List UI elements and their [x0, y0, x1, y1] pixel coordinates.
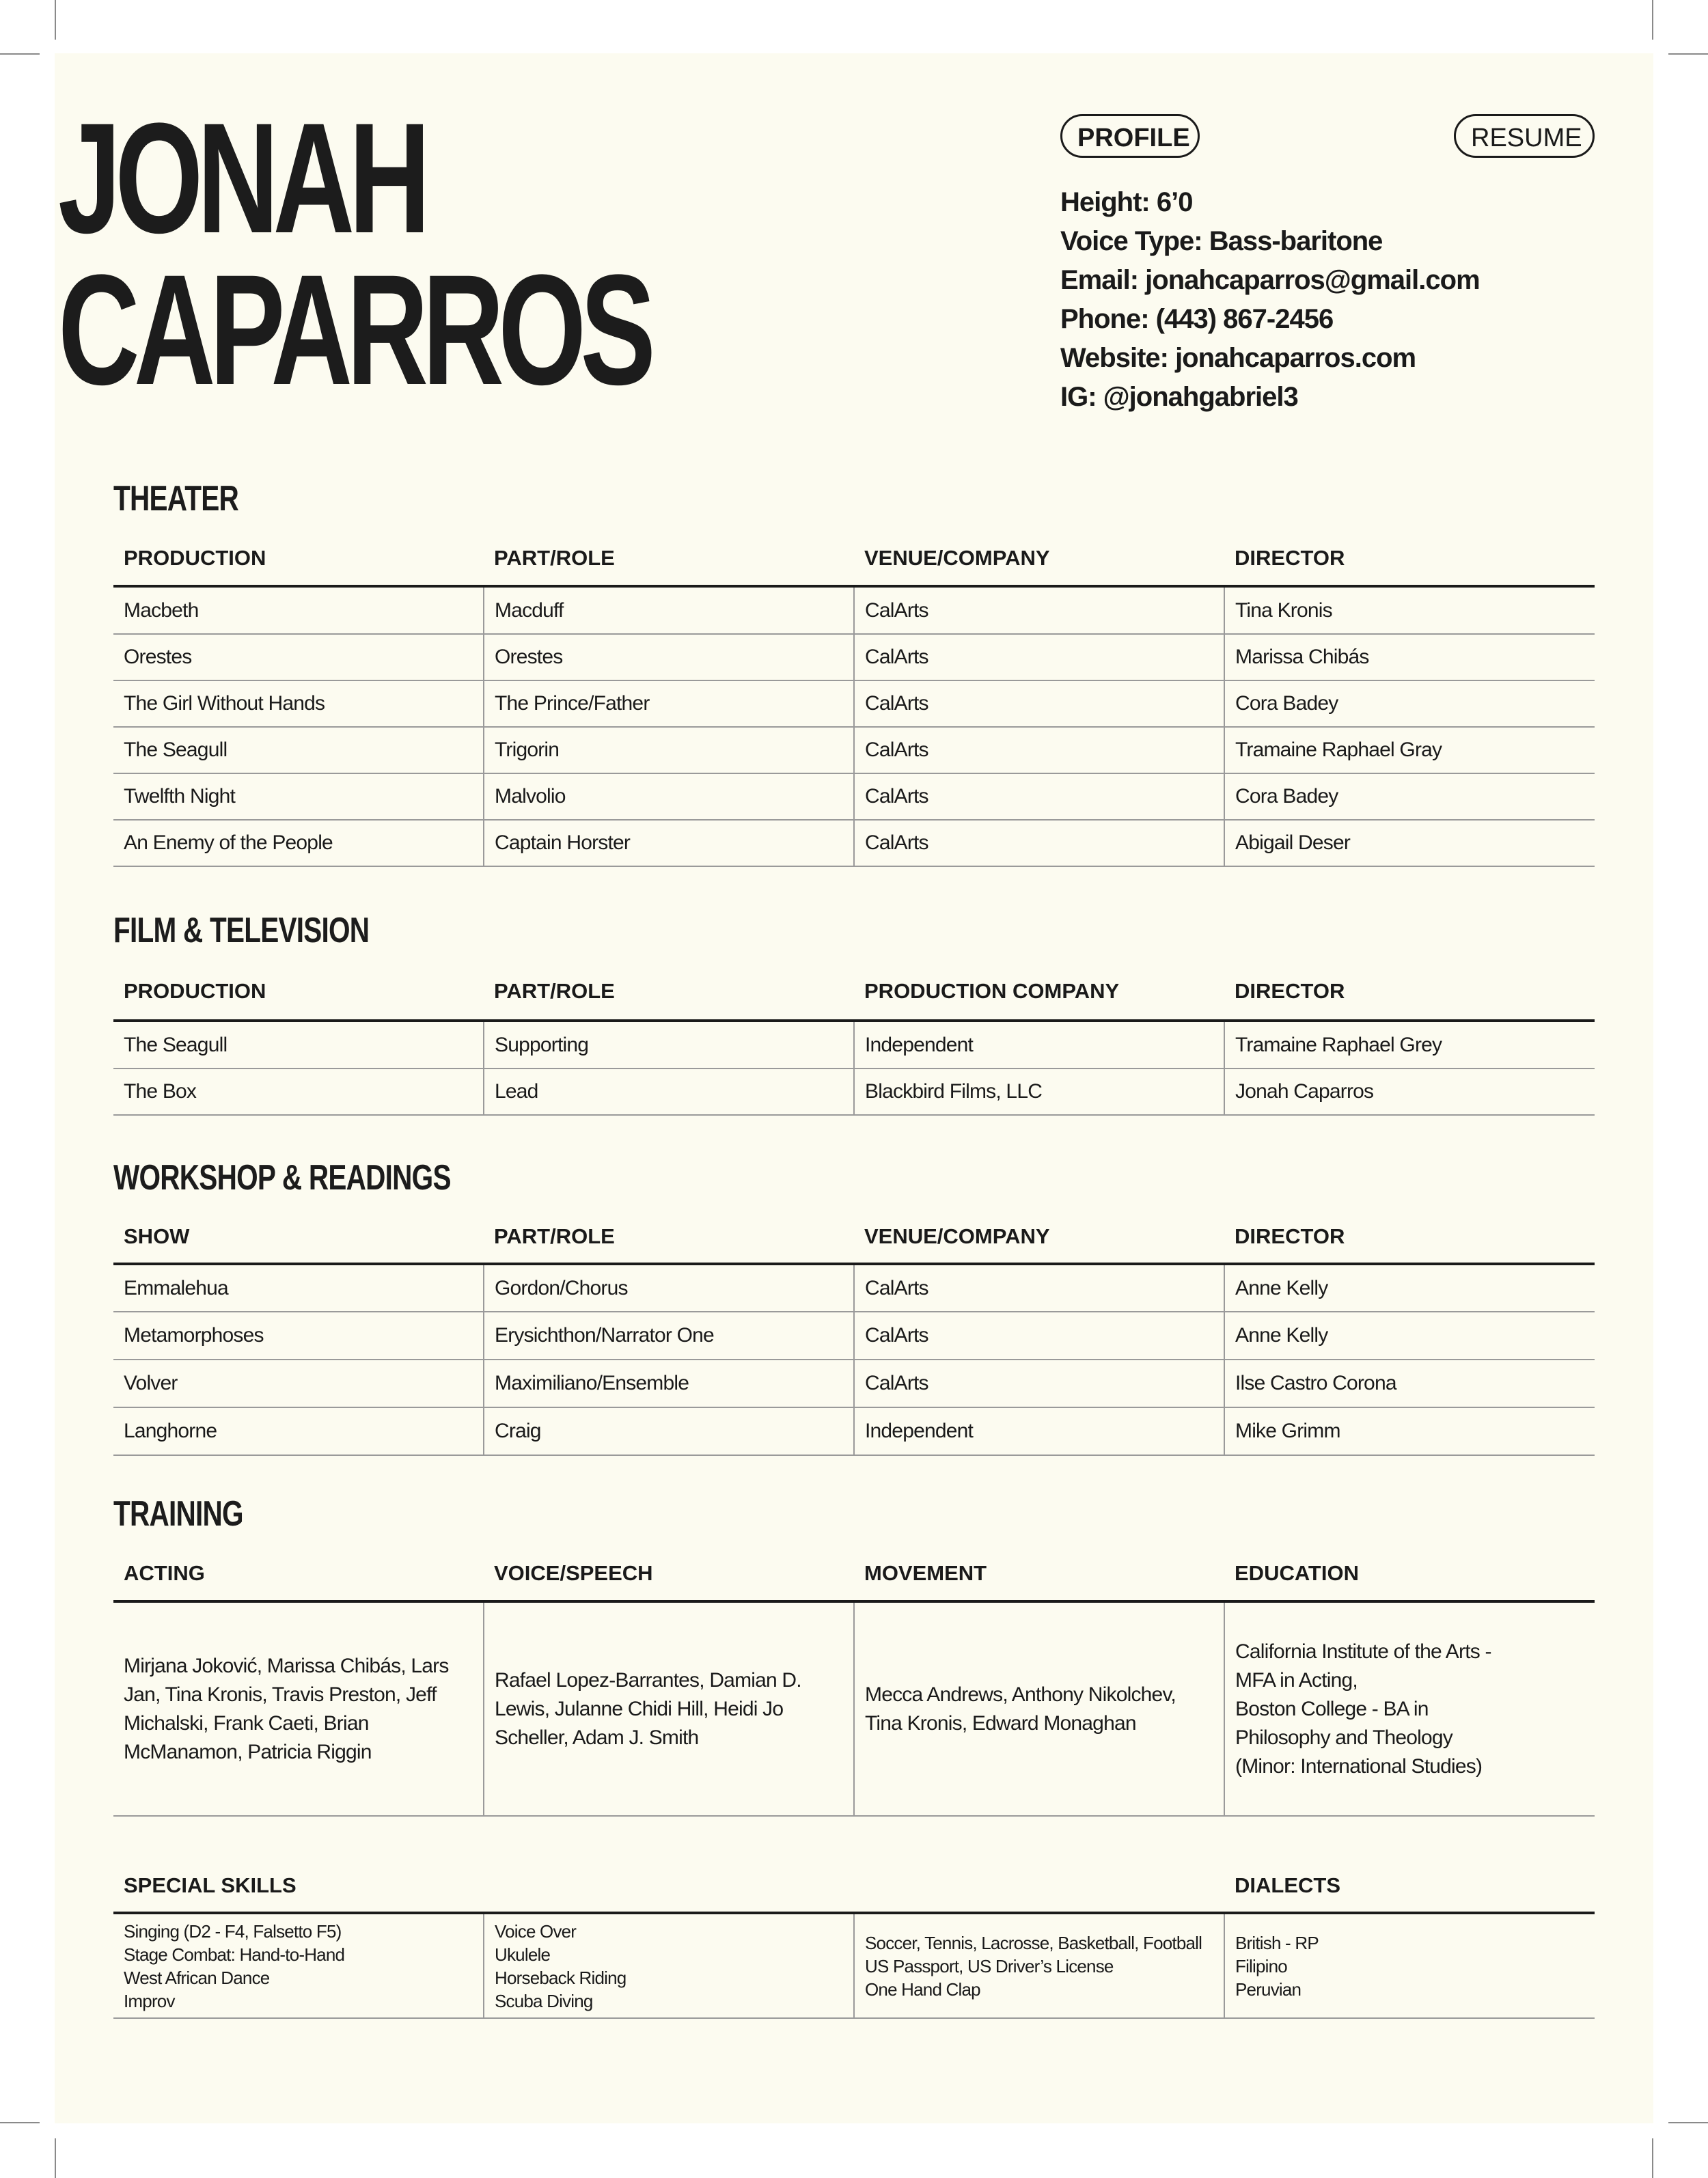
- director-cell: Mike Grimm: [1224, 1407, 1595, 1455]
- training-table: [113, 1547, 1595, 1817]
- skill-item: Scuba Diving: [495, 1990, 593, 2011]
- film-table: [113, 963, 1595, 1116]
- column-header: MOVEMENT: [854, 1547, 1224, 1601]
- training-title: TRAINING: [113, 1494, 243, 1534]
- special-skills-header: SPECIAL SKILLS: [113, 1860, 484, 1913]
- skill-item: Singing (D2 - F4, Falsetto F5): [124, 1920, 342, 1942]
- production-cell: The Seagull: [113, 727, 484, 773]
- table-row: [113, 1360, 1595, 1407]
- table-row: [113, 1913, 1595, 2018]
- show-cell: Langhorne: [113, 1407, 484, 1455]
- skill-item: One Hand Clap: [865, 1979, 980, 2000]
- skills-column: [854, 1913, 1224, 2018]
- role-cell: Trigorin: [484, 727, 854, 773]
- table-row: [113, 634, 1595, 680]
- venue-cell: CalArts: [854, 586, 1224, 634]
- education-line: California Institute of the Arts -: [1235, 1640, 1491, 1663]
- movement-teachers: Mecca Andrews, Anthony Nikolchev, Tina Kronis, Edward Monaghan: [854, 1601, 1224, 1816]
- skills-table: [113, 1860, 1595, 2019]
- dialect-item: Filipino: [1235, 1955, 1287, 1976]
- voice-type-info: Voice Type: Bass-baritone: [1060, 226, 1383, 256]
- production-cell: The Girl Without Hands: [113, 680, 484, 727]
- crop-mark: [55, 2138, 56, 2178]
- dialects-header: DIALECTS: [1224, 1860, 1595, 1913]
- column-header: PRODUCTION: [113, 963, 484, 1021]
- production-cell: An Enemy of the People: [113, 820, 484, 866]
- director-cell: Ilse Castro Corona: [1224, 1360, 1595, 1407]
- crop-mark: [55, 0, 56, 40]
- director-cell: Jonah Caparros: [1224, 1069, 1595, 1115]
- venue-cell: CalArts: [854, 727, 1224, 773]
- venue-cell: CalArts: [854, 1312, 1224, 1360]
- director-cell: Cora Badey: [1224, 680, 1595, 727]
- table-row: [113, 586, 1595, 634]
- column-header: EDUCATION: [1224, 1547, 1595, 1601]
- production-cell: Twelfth Night: [113, 773, 484, 820]
- director-cell: Tina Kronis: [1224, 586, 1595, 634]
- venue-cell: CalArts: [854, 820, 1224, 866]
- role-cell: Supporting: [484, 1021, 854, 1069]
- skill-item: US Passport, US Driver’s License: [865, 1955, 1114, 1976]
- column-header: PART/ROLE: [484, 963, 854, 1021]
- voice-teachers: Rafael Lopez-Barrantes, Damian D. Lewis, Julanne Chidi Hill, Heidi Jo Scheller, Adam J. Smith: [484, 1601, 854, 1816]
- company-cell: Blackbird Films, LLC: [854, 1069, 1224, 1115]
- education-line: Philosophy and Theology: [1235, 1726, 1452, 1749]
- director-cell: Anne Kelly: [1224, 1312, 1595, 1360]
- resume-button[interactable]: RESUME: [1454, 114, 1595, 158]
- director-cell: Tramaine Raphael Gray: [1224, 727, 1595, 773]
- crop-mark: [1668, 53, 1708, 55]
- education-line: (Minor: International Studies): [1235, 1754, 1483, 1778]
- height-info: Height: 6’0: [1060, 187, 1193, 217]
- column-header: DIRECTOR: [1224, 963, 1595, 1021]
- table-row: [113, 820, 1595, 866]
- role-cell: Maximiliano/Ensemble: [484, 1360, 854, 1407]
- table-row: [113, 727, 1595, 773]
- director-cell: Marissa Chibás: [1224, 634, 1595, 680]
- venue-cell: CalArts: [854, 634, 1224, 680]
- phone-info[interactable]: Phone: (443) 867-2456: [1060, 304, 1334, 334]
- workshop-title: WORKSHOP & READINGS: [113, 1158, 451, 1198]
- show-cell: Volver: [113, 1360, 484, 1407]
- skills-column: [113, 1913, 484, 2018]
- column-header: [854, 1860, 1224, 1913]
- column-header: PRODUCTION: [113, 532, 484, 586]
- actor-name: [58, 90, 650, 417]
- director-cell: Anne Kelly: [1224, 1264, 1595, 1312]
- venue-cell: CalArts: [854, 1360, 1224, 1407]
- table-row: [113, 1601, 1595, 1816]
- table-row: [113, 680, 1595, 727]
- theater-title: THEATER: [113, 479, 239, 519]
- crop-mark: [1668, 2122, 1708, 2123]
- director-cell: Tramaine Raphael Grey: [1224, 1021, 1595, 1069]
- director-cell: Cora Badey: [1224, 773, 1595, 820]
- role-cell: Malvolio: [484, 773, 854, 820]
- skill-item: Soccer, Tennis, Lacrosse, Basketball, Football: [865, 1932, 1202, 1953]
- contact-info: [1060, 183, 1480, 417]
- education-line: Boston College - BA in: [1235, 1697, 1429, 1720]
- skill-item: Voice Over: [495, 1920, 577, 1942]
- skill-item: Ukulele: [495, 1944, 551, 1965]
- table-row: [113, 773, 1595, 820]
- theater-table: [113, 532, 1595, 867]
- crop-mark: [1652, 0, 1653, 40]
- skill-item: Horseback Riding: [495, 1967, 626, 1988]
- show-cell: Metamorphoses: [113, 1312, 484, 1360]
- table-row: [113, 1021, 1595, 1069]
- crop-mark: [0, 53, 40, 55]
- skill-item: Improv: [124, 1990, 175, 2011]
- column-header: PRODUCTION COMPANY: [854, 963, 1224, 1021]
- column-header: VOICE/SPEECH: [484, 1547, 854, 1601]
- workshop-table: [113, 1211, 1595, 1456]
- role-cell: Craig: [484, 1407, 854, 1455]
- last-name: CAPARROS: [58, 242, 650, 417]
- education-line: MFA in Acting,: [1235, 1668, 1358, 1692]
- education-cell: [1224, 1601, 1595, 1816]
- profile-button[interactable]: PROFILE: [1060, 114, 1200, 158]
- table-row: [113, 1069, 1595, 1115]
- column-header: DIRECTOR: [1224, 1211, 1595, 1264]
- role-cell: Orestes: [484, 634, 854, 680]
- venue-cell: CalArts: [854, 1264, 1224, 1312]
- skills-column: [484, 1913, 854, 2018]
- role-cell: Macduff: [484, 586, 854, 634]
- column-header: ACTING: [113, 1547, 484, 1601]
- role-cell: Lead: [484, 1069, 854, 1115]
- venue-cell: CalArts: [854, 680, 1224, 727]
- production-cell: The Seagull: [113, 1021, 484, 1069]
- dialect-item: Peruvian: [1235, 1979, 1301, 2000]
- email-info[interactable]: Email: jonahcaparros@gmail.com: [1060, 265, 1480, 295]
- column-header: DIRECTOR: [1224, 532, 1595, 586]
- dialect-item: British - RP: [1235, 1932, 1319, 1953]
- venue-cell: Independent: [854, 1407, 1224, 1455]
- director-cell: Abigail Deser: [1224, 820, 1595, 866]
- role-cell: Captain Horster: [484, 820, 854, 866]
- role-cell: Erysichthon/Narrator One: [484, 1312, 854, 1360]
- production-cell: Orestes: [113, 634, 484, 680]
- first-name: JONAH: [58, 90, 425, 266]
- acting-teachers: Mirjana Joković, Marissa Chibás, Lars Jan, Tina Kronis, Travis Preston, Jeff Michalski, Frank Caeti, Brian McManamon, Patricia Riggin: [113, 1601, 484, 1816]
- dialects-column: [1224, 1913, 1595, 2018]
- skill-item: Stage Combat: Hand-to-Hand: [124, 1944, 345, 1965]
- column-header: SHOW: [113, 1211, 484, 1264]
- crop-mark: [0, 2122, 40, 2123]
- production-cell: Macbeth: [113, 586, 484, 634]
- column-header: [484, 1860, 854, 1913]
- company-cell: Independent: [854, 1021, 1224, 1069]
- show-cell: Emmalehua: [113, 1264, 484, 1312]
- instagram-info[interactable]: IG: @jonahgabriel3: [1060, 382, 1298, 412]
- role-cell: Gordon/Chorus: [484, 1264, 854, 1312]
- column-header: VENUE/COMPANY: [854, 532, 1224, 586]
- table-row: [113, 1264, 1595, 1312]
- table-row: [113, 1312, 1595, 1360]
- skill-item: West African Dance: [124, 1967, 270, 1988]
- table-row: [113, 1407, 1595, 1455]
- role-cell: The Prince/Father: [484, 680, 854, 727]
- column-header: PART/ROLE: [484, 1211, 854, 1264]
- venue-cell: CalArts: [854, 773, 1224, 820]
- production-cell: The Box: [113, 1069, 484, 1115]
- crop-mark: [1652, 2138, 1653, 2178]
- website-info[interactable]: Website: jonahcaparros.com: [1060, 343, 1416, 373]
- film-title: FILM & TELEVISION: [113, 911, 370, 950]
- column-header: VENUE/COMPANY: [854, 1211, 1224, 1264]
- column-header: PART/ROLE: [484, 532, 854, 586]
